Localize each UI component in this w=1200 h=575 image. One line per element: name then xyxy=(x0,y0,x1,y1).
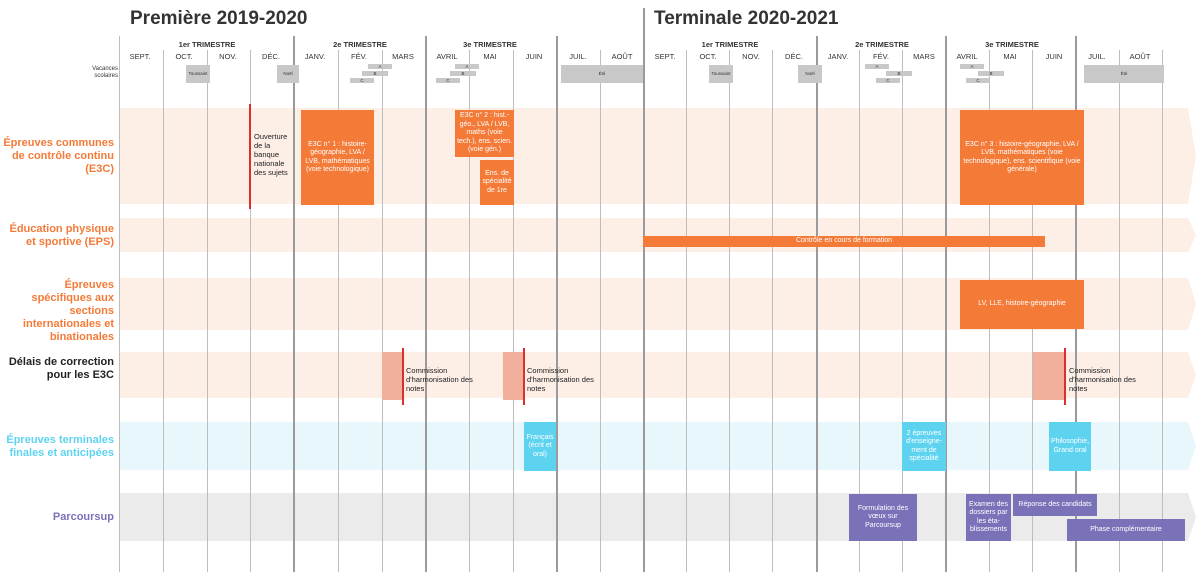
e3c-2-bar: E3C n° 2 : hist.-géo., LVA / LVB, maths (voie tech.), ens. scien. (voie gén.) xyxy=(455,110,514,157)
phase-complementaire-bar: Phase complémentaire xyxy=(1067,519,1185,541)
month-label: NOV. xyxy=(219,52,237,61)
month-label: FÉV. xyxy=(351,52,367,61)
delai-block-1 xyxy=(382,352,403,400)
month-label: NOV. xyxy=(742,52,760,61)
harmo-note-3: Commission d'harmonisation des notes xyxy=(1069,366,1136,393)
vacance-printemps-c: C xyxy=(436,78,460,83)
year-title-terminale: Terminale 2020-2021 xyxy=(654,8,839,29)
month-label: JUIN xyxy=(525,52,543,61)
vacance-hiver-a: A xyxy=(865,64,889,69)
marker-line-harmo-3 xyxy=(1064,348,1066,405)
vacance-hiver-c: C xyxy=(876,78,900,83)
category-eps: Éducation physique et sportive (EPS) xyxy=(9,223,114,248)
specialite-terminale-bar: 2 épreuves d'enseigne-ment de spécialité xyxy=(902,422,946,471)
philosophie-bar: Philosophie, Grand oral xyxy=(1049,422,1091,471)
month-label: JUIN xyxy=(1045,52,1063,61)
trimester-2-label-y2: 2e TRIMESTRE xyxy=(855,40,909,49)
grid-line xyxy=(425,36,427,572)
category-terminales: Épreuves terminales finales et anticipées xyxy=(6,434,114,459)
month-label: JUIL. xyxy=(569,52,587,61)
vacance-printemps-a: A xyxy=(455,64,479,69)
vacance-printemps-c: C xyxy=(966,78,990,83)
trimester-2-label-y1: 2e TRIMESTRE xyxy=(333,40,387,49)
month-label: AVRIL xyxy=(436,52,458,61)
month-label: OCT. xyxy=(175,52,193,61)
grid-line xyxy=(556,36,558,572)
grid-line xyxy=(293,36,295,572)
vacance-printemps-b: B xyxy=(978,71,1004,76)
vacance-ete: Été xyxy=(1084,65,1164,83)
month-label: MARS xyxy=(392,52,414,61)
category-parcoursup: Parcoursup xyxy=(52,511,114,523)
band-terminales xyxy=(120,422,1196,470)
grid-line xyxy=(163,50,164,572)
vacance-hiver-c: C xyxy=(350,78,374,83)
month-label: SEPT. xyxy=(654,52,676,61)
category-specifiques: Épreuves spécifiques aux sections internationales et binationales xyxy=(22,279,114,343)
grid-line xyxy=(643,8,645,572)
francais-bar: Français (écrit et oral) xyxy=(524,422,556,471)
vacance-toussaint: Toussaint xyxy=(709,65,733,83)
grid-line xyxy=(816,36,818,572)
month-label: JANV. xyxy=(304,52,326,61)
specialite-1-bar: Ens. de spécialité de 1re xyxy=(480,160,514,205)
month-label: MARS xyxy=(913,52,935,61)
grid-line xyxy=(119,36,120,572)
trimester-3-label-y2: 3e TRIMESTRE xyxy=(985,40,1039,49)
month-label: AOÛT xyxy=(1129,52,1151,61)
marker-line-harmo-2 xyxy=(523,348,525,405)
eps-bar: Contrôle en cours de formation xyxy=(643,236,1045,247)
grid-line xyxy=(772,50,773,572)
month-label: JANV. xyxy=(827,52,849,61)
month-label: SEPT. xyxy=(129,52,151,61)
month-label: JUIL. xyxy=(1088,52,1106,61)
vacances-label: Vacances scolaires xyxy=(92,66,118,79)
trimester-1-label-y2: 1er TRIMESTRE xyxy=(701,40,759,49)
delai-block-2 xyxy=(503,352,523,400)
marker-line-harmo-1 xyxy=(402,348,404,405)
trimester-1-label-y1: 1er TRIMESTRE xyxy=(178,40,236,49)
reponse-candidats-bar: Réponse des candidats xyxy=(1013,494,1097,516)
grid-line xyxy=(945,36,947,572)
vacance-noel: Noël xyxy=(277,65,299,83)
delai-block-3 xyxy=(1033,352,1065,400)
e3c-1-bar: E3C n° 1 : histoire-géographie, LVA / LVB, mathématiques (voie technologique) xyxy=(301,110,374,205)
vacance-hiver-b: B xyxy=(362,71,388,76)
vacance-hiver-a: A xyxy=(368,64,392,69)
month-label: FÉV. xyxy=(873,52,889,61)
grid-line xyxy=(207,50,208,572)
examen-dossiers-bar: Examen des dossiers par les éta-blissements xyxy=(966,494,1011,541)
grid-line xyxy=(600,50,601,572)
year-title-premiere: Première 2019-2020 xyxy=(130,8,308,29)
banque-note: Ouverture de la banque nationale des sujets xyxy=(254,132,288,177)
month-label: DÉC. xyxy=(785,52,803,61)
month-label: DÉC. xyxy=(262,52,280,61)
month-label: MAI xyxy=(1003,52,1017,61)
grid-line xyxy=(382,50,383,572)
e3c-3-bar: E3C n° 3 : histoire-géographie, LVA / LVB, mathématiques (voie technologique), ens. scientifique (voie générale) xyxy=(960,110,1084,205)
grid-line xyxy=(686,50,687,572)
month-label: AOÛT xyxy=(611,52,633,61)
trimester-3-label-y1: 3e TRIMESTRE xyxy=(463,40,517,49)
harmo-note-2: Commission d'harmonisation des notes xyxy=(527,366,594,393)
grid-line xyxy=(1119,50,1120,572)
vacance-hiver-b: B xyxy=(886,71,912,76)
vacance-printemps-a: A xyxy=(960,64,984,69)
vacance-noel: Noël xyxy=(798,65,822,83)
category-delais: Délais de correction pour les E3C xyxy=(8,356,114,381)
vacance-printemps-b: B xyxy=(450,71,476,76)
category-e3c: Épreuves communes de contrôle continu (E3C) xyxy=(3,137,114,175)
grid-line xyxy=(729,50,730,572)
month-label: AVRIL xyxy=(956,52,978,61)
specifiques-bar: LV, LLE, histoire-géographie xyxy=(960,280,1084,329)
vacance-toussaint: Toussaint xyxy=(186,65,210,83)
harmo-note-1: Commission d'harmonisation des notes xyxy=(406,366,473,393)
month-label: OCT. xyxy=(699,52,717,61)
marker-line-banque xyxy=(249,104,251,209)
grid-line xyxy=(1162,50,1163,572)
vacance-ete: Été xyxy=(561,65,643,83)
month-label: MAI xyxy=(483,52,497,61)
formulation-voeux-bar: Formulation des vœux sur Parcoursup xyxy=(849,494,917,541)
